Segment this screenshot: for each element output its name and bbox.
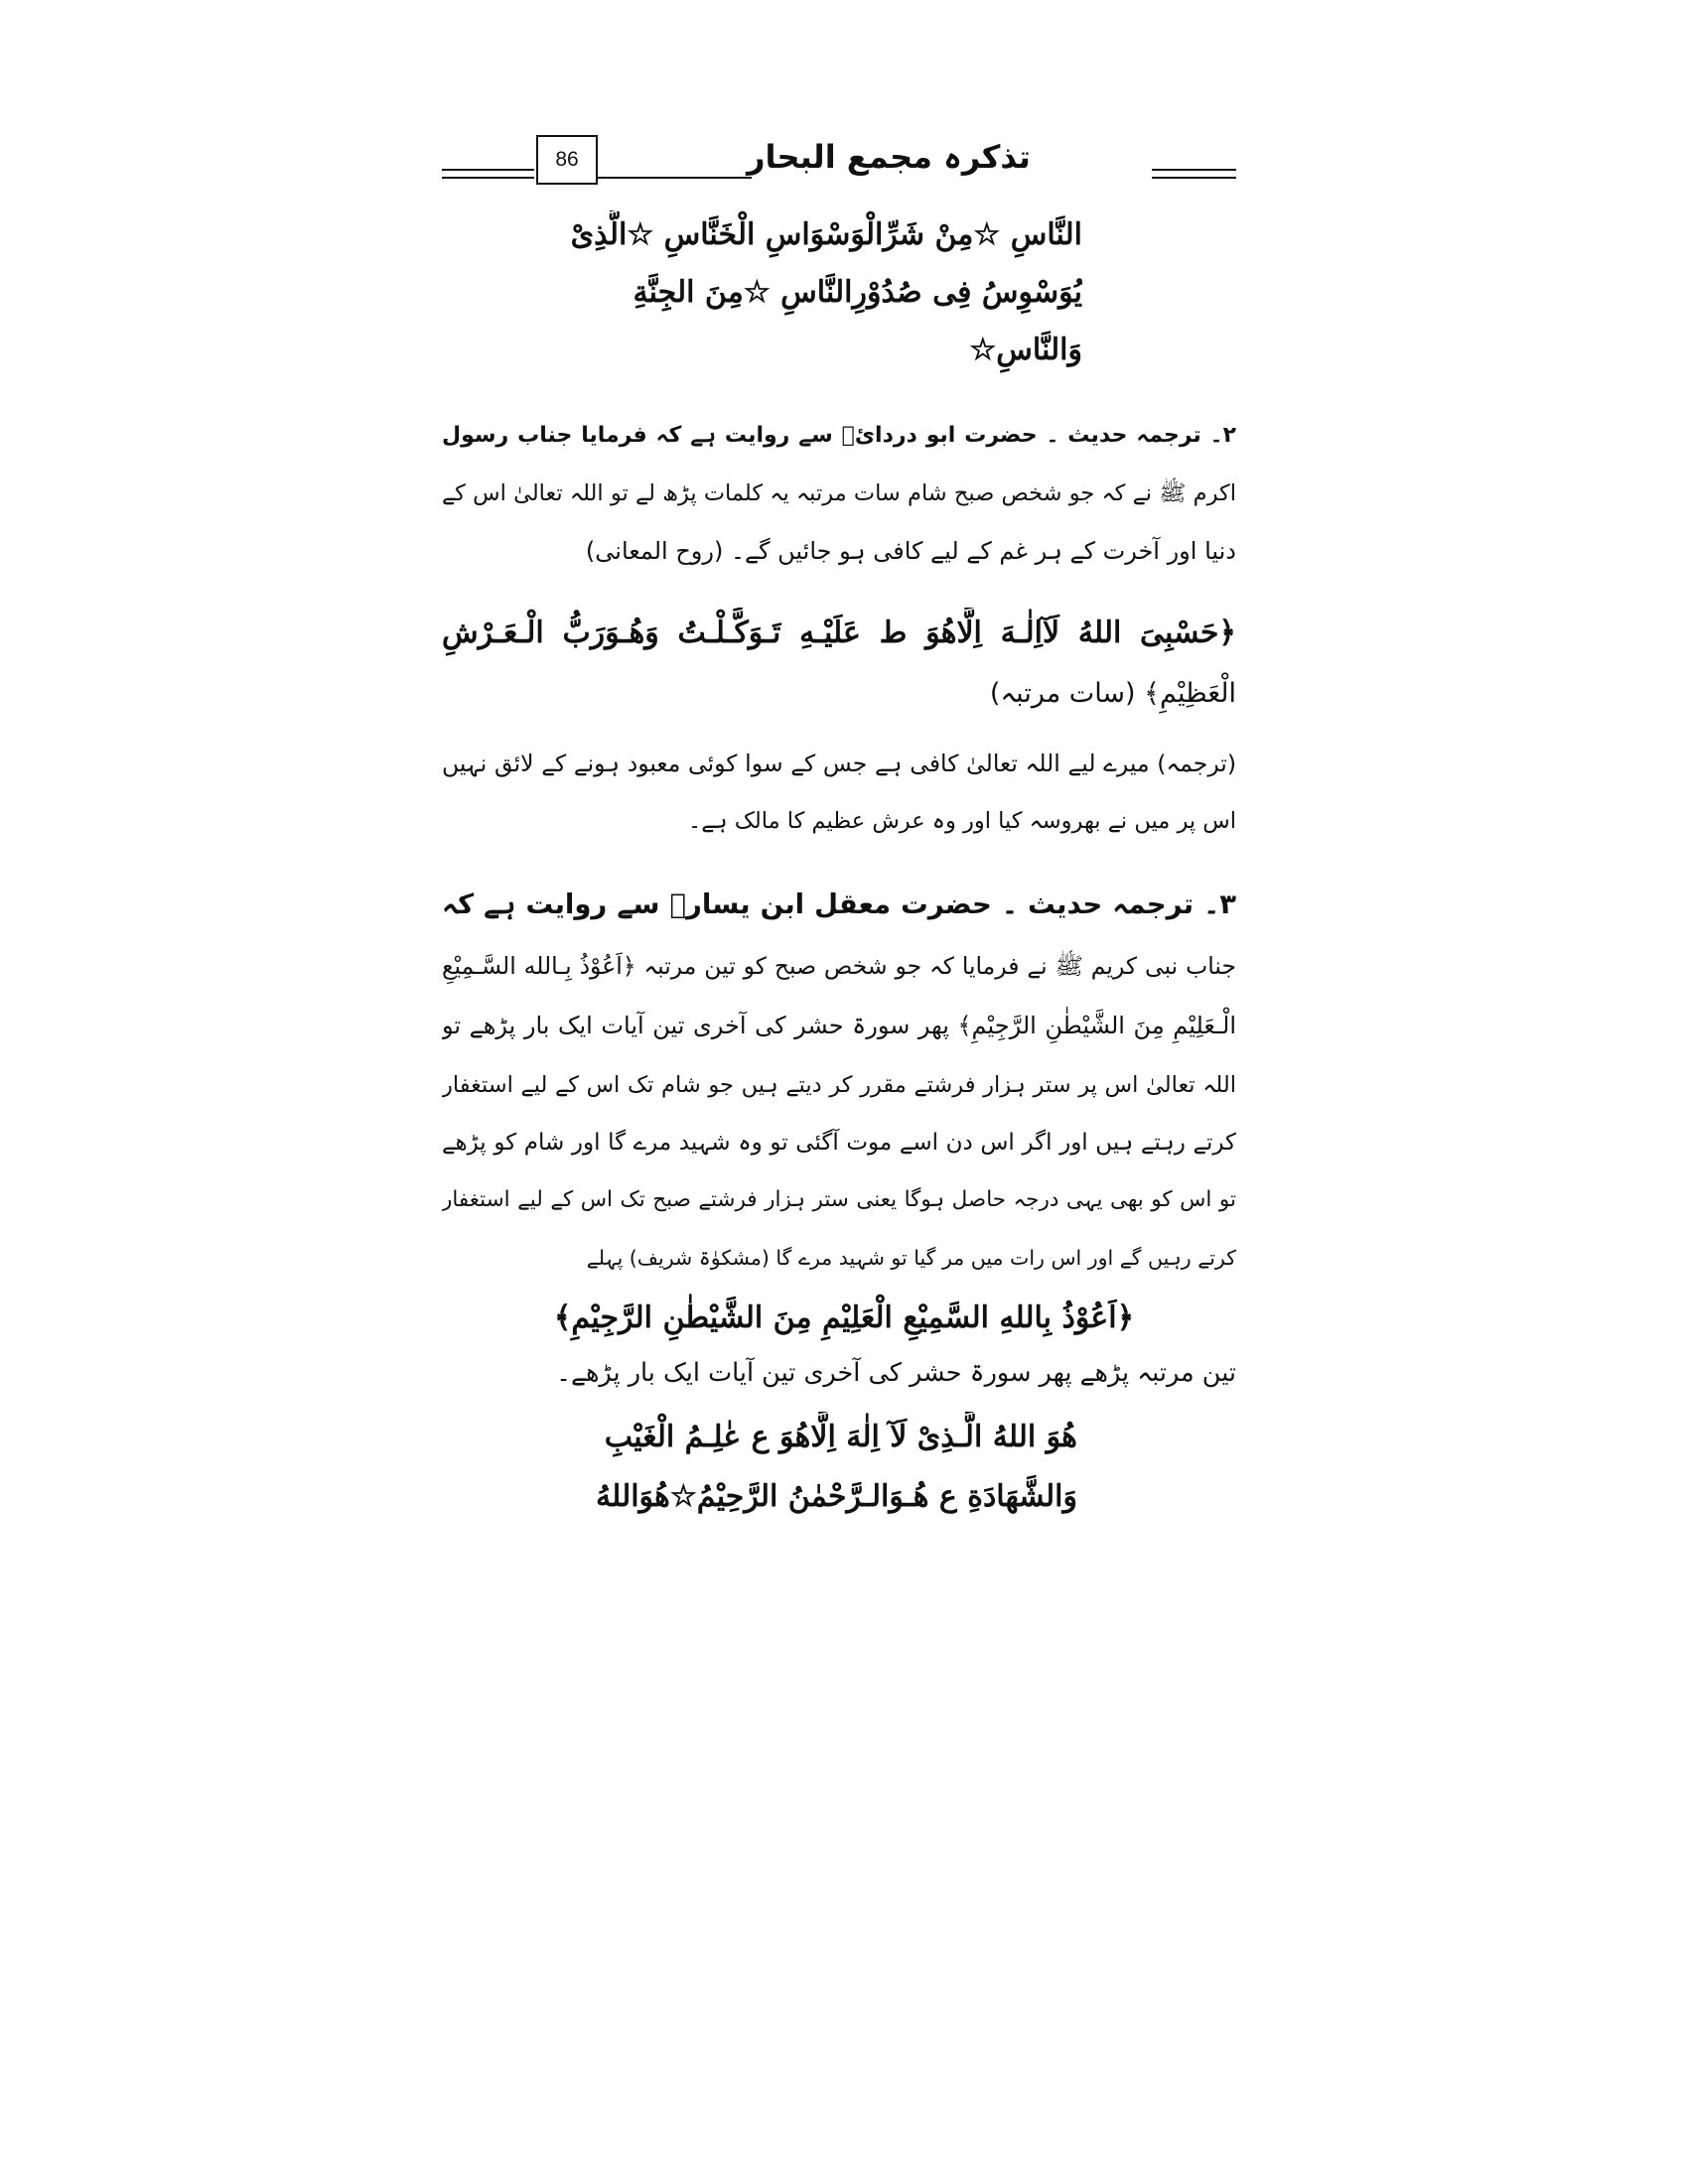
book-title: تذکرہ مجمع البحار [747, 138, 1031, 176]
dua-line: ﴿حَسْبِىَ اللهُ لَآاِلٰـهَ اِلَّاهُوَ ط عَلَيْـهِ تَـوَكَّـلْـتُ وَهُـوَرَبُّ الْـعَـرْشِ [442, 615, 1236, 650]
verse-line: يُوَسْوِسُ فِى صُدُوْرِالنَّاسِ ☆مِنَ الجِنَّةِ [633, 275, 1082, 310]
hadith-3-line: جناب نبی کریم ﷺ نے فرمایا کہ جو شخص صبح کو تین مرتبہ ﴿اَعُوْذُ بِـالله السَّـمِيْعِ [442, 952, 1236, 980]
header-rule-right-top [1152, 169, 1236, 171]
page-number: 86 [536, 135, 598, 185]
header-rule-middle [598, 177, 752, 179]
hadith-3-line: کرتے رہتے ہیں اور اگر اس دن اسے موت آگئی تو وہ شہید مرے گا اور شام کو پڑھے [442, 1130, 1236, 1156]
instruction-line: تین مرتبہ پڑھے پھر سورۃ حشر کی آخری تین آیات ایک بار پڑھے۔ [556, 1358, 1236, 1388]
header-rule-left-top [442, 169, 534, 171]
translation-line: (ترجمہ) میرے لیے اللہ تعالیٰ کافی ہے جس کے سوا کوئی معبود ہونے کے لائق نہیں [442, 750, 1236, 777]
hadith-2-line: ٢۔ ترجمہ حدیث ۔ حضرت ابو دردائؓ سے روایت ہے کہ فرمایا جناب رسول [442, 423, 1236, 448]
verse-line: هُوَ اللهُ الَّـذِىْ لَآ اِلٰهَ اِلَّاهُوَ ع عٰلِـمُ الْغَيْبِ [604, 1420, 1077, 1454]
header-rule-left-bottom [442, 177, 534, 179]
hadith-2-line: اکرم ﷺ نے کہ جو شخص صبح شام سات مرتبہ یہ کلمات پڑھ لے تو اللہ تعالیٰ اس کے [442, 480, 1236, 506]
header-rule-right-bottom [1152, 177, 1236, 179]
dua-line: الْعَظِيْمِ﴾ (سات مرتبہ) [989, 678, 1236, 709]
hadith-3-line: کرتے رہیں گے اور اس رات میں مر گیا تو شہید مرے گا (مشکوٰۃ شریف) پہلے [586, 1246, 1236, 1270]
page-header [442, 135, 1236, 191]
verse-line: وَالشَّهَادَةِ ع هُـوَالـرَّحْمٰنُ الرَّحِيْمُ☆هُوَاللهُ [596, 1479, 1077, 1514]
hadith-3-line: ٣۔ ترجمہ حدیث ۔ حضرت معقل ابن یسارؓ سے روایت ہے کہ [442, 888, 1236, 920]
verse-line: وَالنَّاسِ☆ [969, 333, 1082, 367]
verse-line: النَّاسِ ☆مِنْ شَرِّالْوَسْوَاسِ الْخَنَّاسِ ☆الَّذِىْ [570, 217, 1082, 252]
hadith-3-line: اللہ تعالیٰ اس پر ستر ہزار فرشتے مقرر کر دیتے ہیں جو شام تک اس کے لیے استغفار [442, 1072, 1236, 1098]
hadith-2-line: دنیا اور آخرت کے ہر غم کے لیے کافی ہو جائیں گے۔ (روح المعانی) [585, 537, 1236, 565]
hadith-3-line: تو اس کو بھی یہی درجہ حاصل ہوگا یعنی ستر ہزار فرشتے صبح تک اس کے لیے استغفار [442, 1187, 1236, 1212]
hadith-3-line: الْـعَلِيْمِ مِنَ الشَّيْطٰنِ الرَّجِيْمِ﴾ پھر سورۃ حشر کی آخری تین آیات ایک بار پڑھے تو [442, 1012, 1236, 1039]
istiadha-line: ﴿اَعُوْذُ بِاللهِ السَّمِيْعِ الْعَلِيْمِ مِنَ الشَّيْطٰنِ الرَّجِيْمِ﴾ [553, 1300, 1135, 1335]
translation-line: اس پر میں نے بھروسہ کیا اور وہ عرش عظیم کا مالک ہے۔ [688, 808, 1236, 834]
